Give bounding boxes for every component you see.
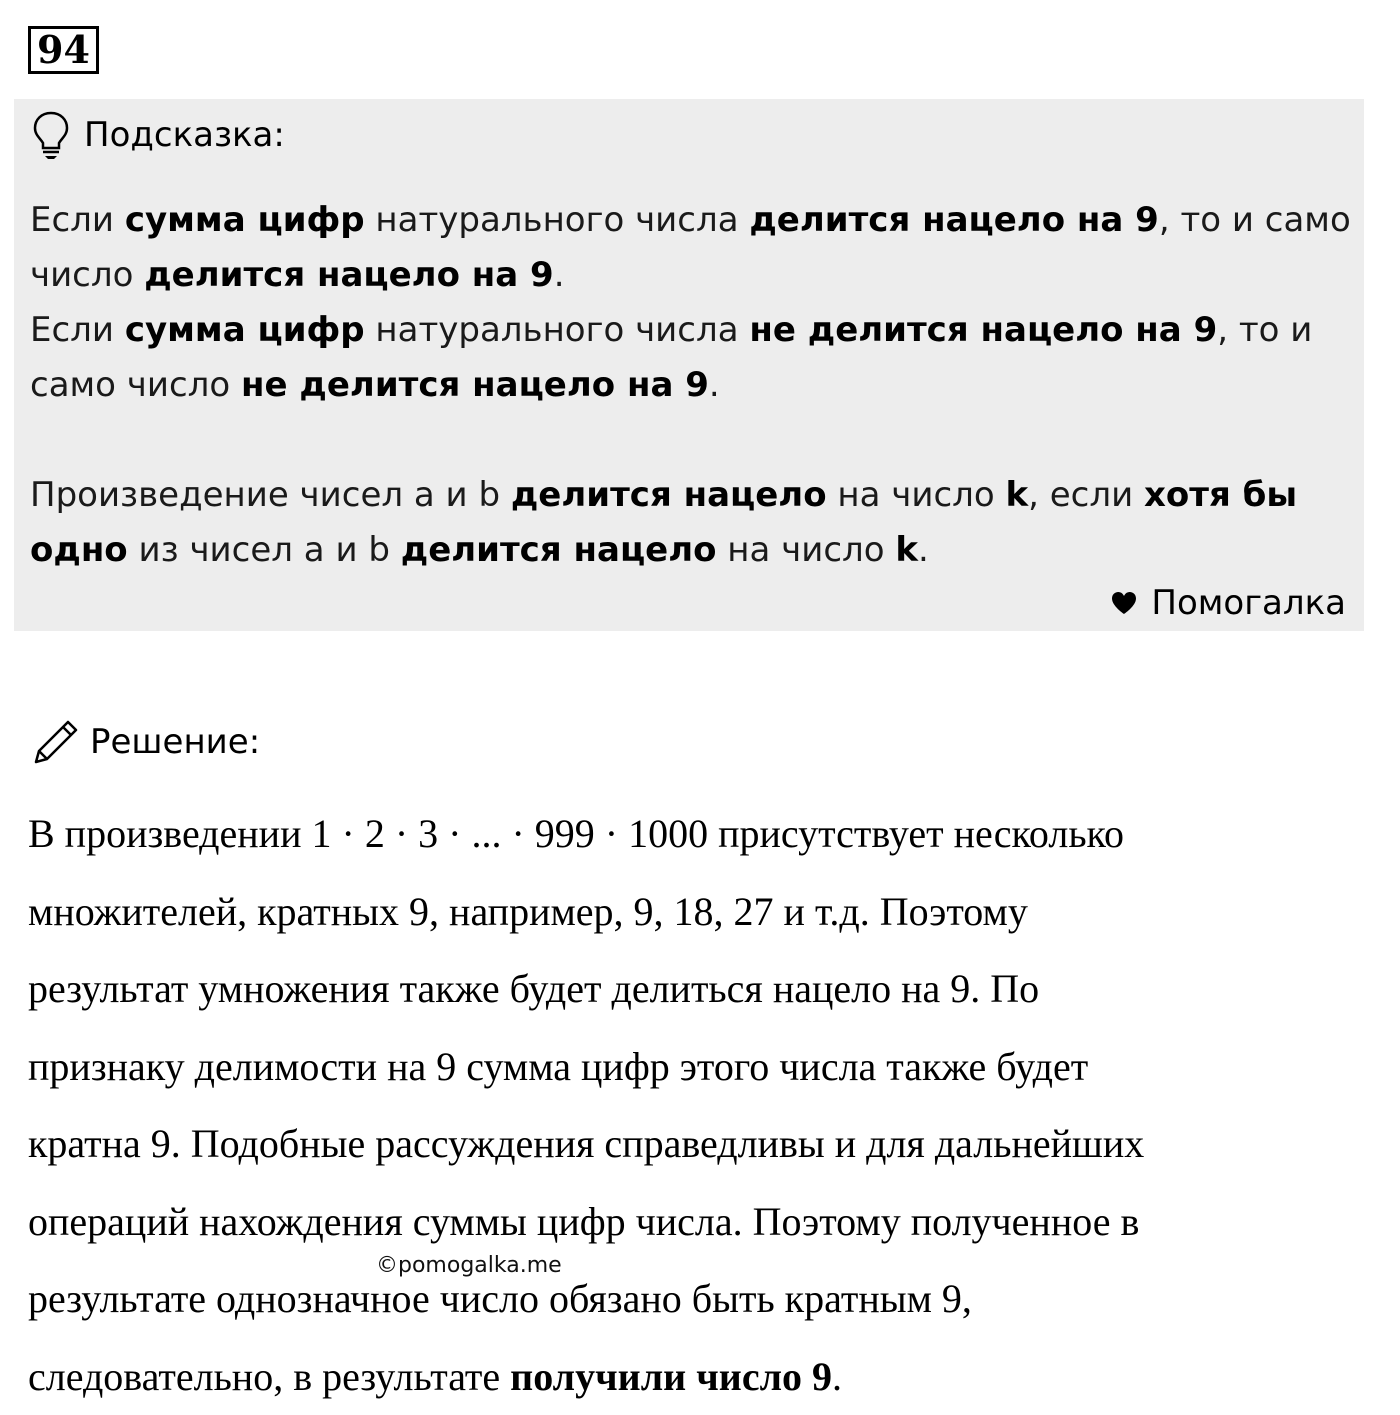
hint-paragraph-1 [30, 193, 1360, 303]
text-run: , если [1028, 475, 1144, 515]
text-run: Произведение чисел a и b [30, 475, 511, 515]
bold-run: делится нацело на 9 [749, 200, 1159, 240]
text-run: Если [30, 310, 125, 350]
bold-run: k [895, 530, 918, 570]
bold-run: делится нацело [401, 530, 717, 570]
text-run: , то и [1217, 310, 1312, 350]
hint-paragraph-3 [30, 468, 1360, 578]
text-run: на число [716, 530, 895, 570]
text-run: следовательно, в результате [28, 1354, 510, 1399]
bold-run: не делится нацело на 9 [241, 365, 709, 405]
bold-run: k [1005, 475, 1028, 515]
solution-line: В произведении 1 · 2 · 3 · ... · 999 · 1000 присутствует несколько [28, 795, 1368, 873]
text-run: . [554, 255, 565, 295]
text-run: . [832, 1354, 842, 1399]
text-run: на число [827, 475, 1006, 515]
text-run: натурального числа [365, 200, 750, 240]
solution-line: кратна 9. Подобные рассуждения справедливы и для дальнейших [28, 1105, 1368, 1183]
hint-header [32, 111, 285, 159]
lightbulb-icon [32, 110, 70, 160]
watermark: ©pomogalka.me [376, 1253, 562, 1278]
bold-run: не делится нацело на 9 [749, 310, 1217, 350]
text-run: число [30, 255, 144, 295]
text-run: из чисел a и b [128, 530, 401, 570]
bold-run: делится нацело на 9 [144, 255, 554, 295]
solution-text [28, 795, 1368, 1415]
text-run: Если [30, 200, 125, 240]
hint-paragraph-2 [30, 303, 1360, 413]
solution-line: результат умножения также будет делиться нацело на 9. По [28, 950, 1368, 1028]
solution-line-final [28, 1338, 1368, 1415]
solution-line: результате однозначное число обязано быть кратным 9, [28, 1260, 1368, 1338]
solution-title: Решение: [90, 722, 260, 762]
bold-run: хотя бы [1144, 475, 1297, 515]
brand-label: Помогалка [1151, 579, 1346, 627]
bold-run: одно [30, 530, 128, 570]
bold-run: делится нацело [511, 475, 827, 515]
pencil-icon [32, 718, 80, 766]
hint-text [30, 193, 1360, 578]
answer-bold: получили число 9 [510, 1354, 832, 1399]
text-run: натурального числа [365, 310, 750, 350]
heart-icon [1111, 591, 1137, 615]
brand-signature [1111, 579, 1346, 627]
solution-line: признаку делимости на 9 сумма цифр этого числа также будет [28, 1028, 1368, 1106]
text-run: . [918, 530, 929, 570]
solution-line: операций нахождения суммы цифр числа. Поэтому полученное в [28, 1183, 1368, 1261]
text-run: . [709, 365, 720, 405]
text-run: само число [30, 365, 241, 405]
hint-title: Подсказка: [84, 115, 285, 155]
task-number: 94 [28, 26, 99, 74]
solution-line: множителей, кратных 9, например, 9, 18, 27 и т.д. Поэтому [28, 873, 1368, 951]
bold-run: сумма цифр [125, 310, 365, 350]
bold-run: сумма цифр [125, 200, 365, 240]
text-run: , то и само [1159, 200, 1351, 240]
solution-header [32, 714, 260, 770]
hint-box [14, 99, 1364, 631]
